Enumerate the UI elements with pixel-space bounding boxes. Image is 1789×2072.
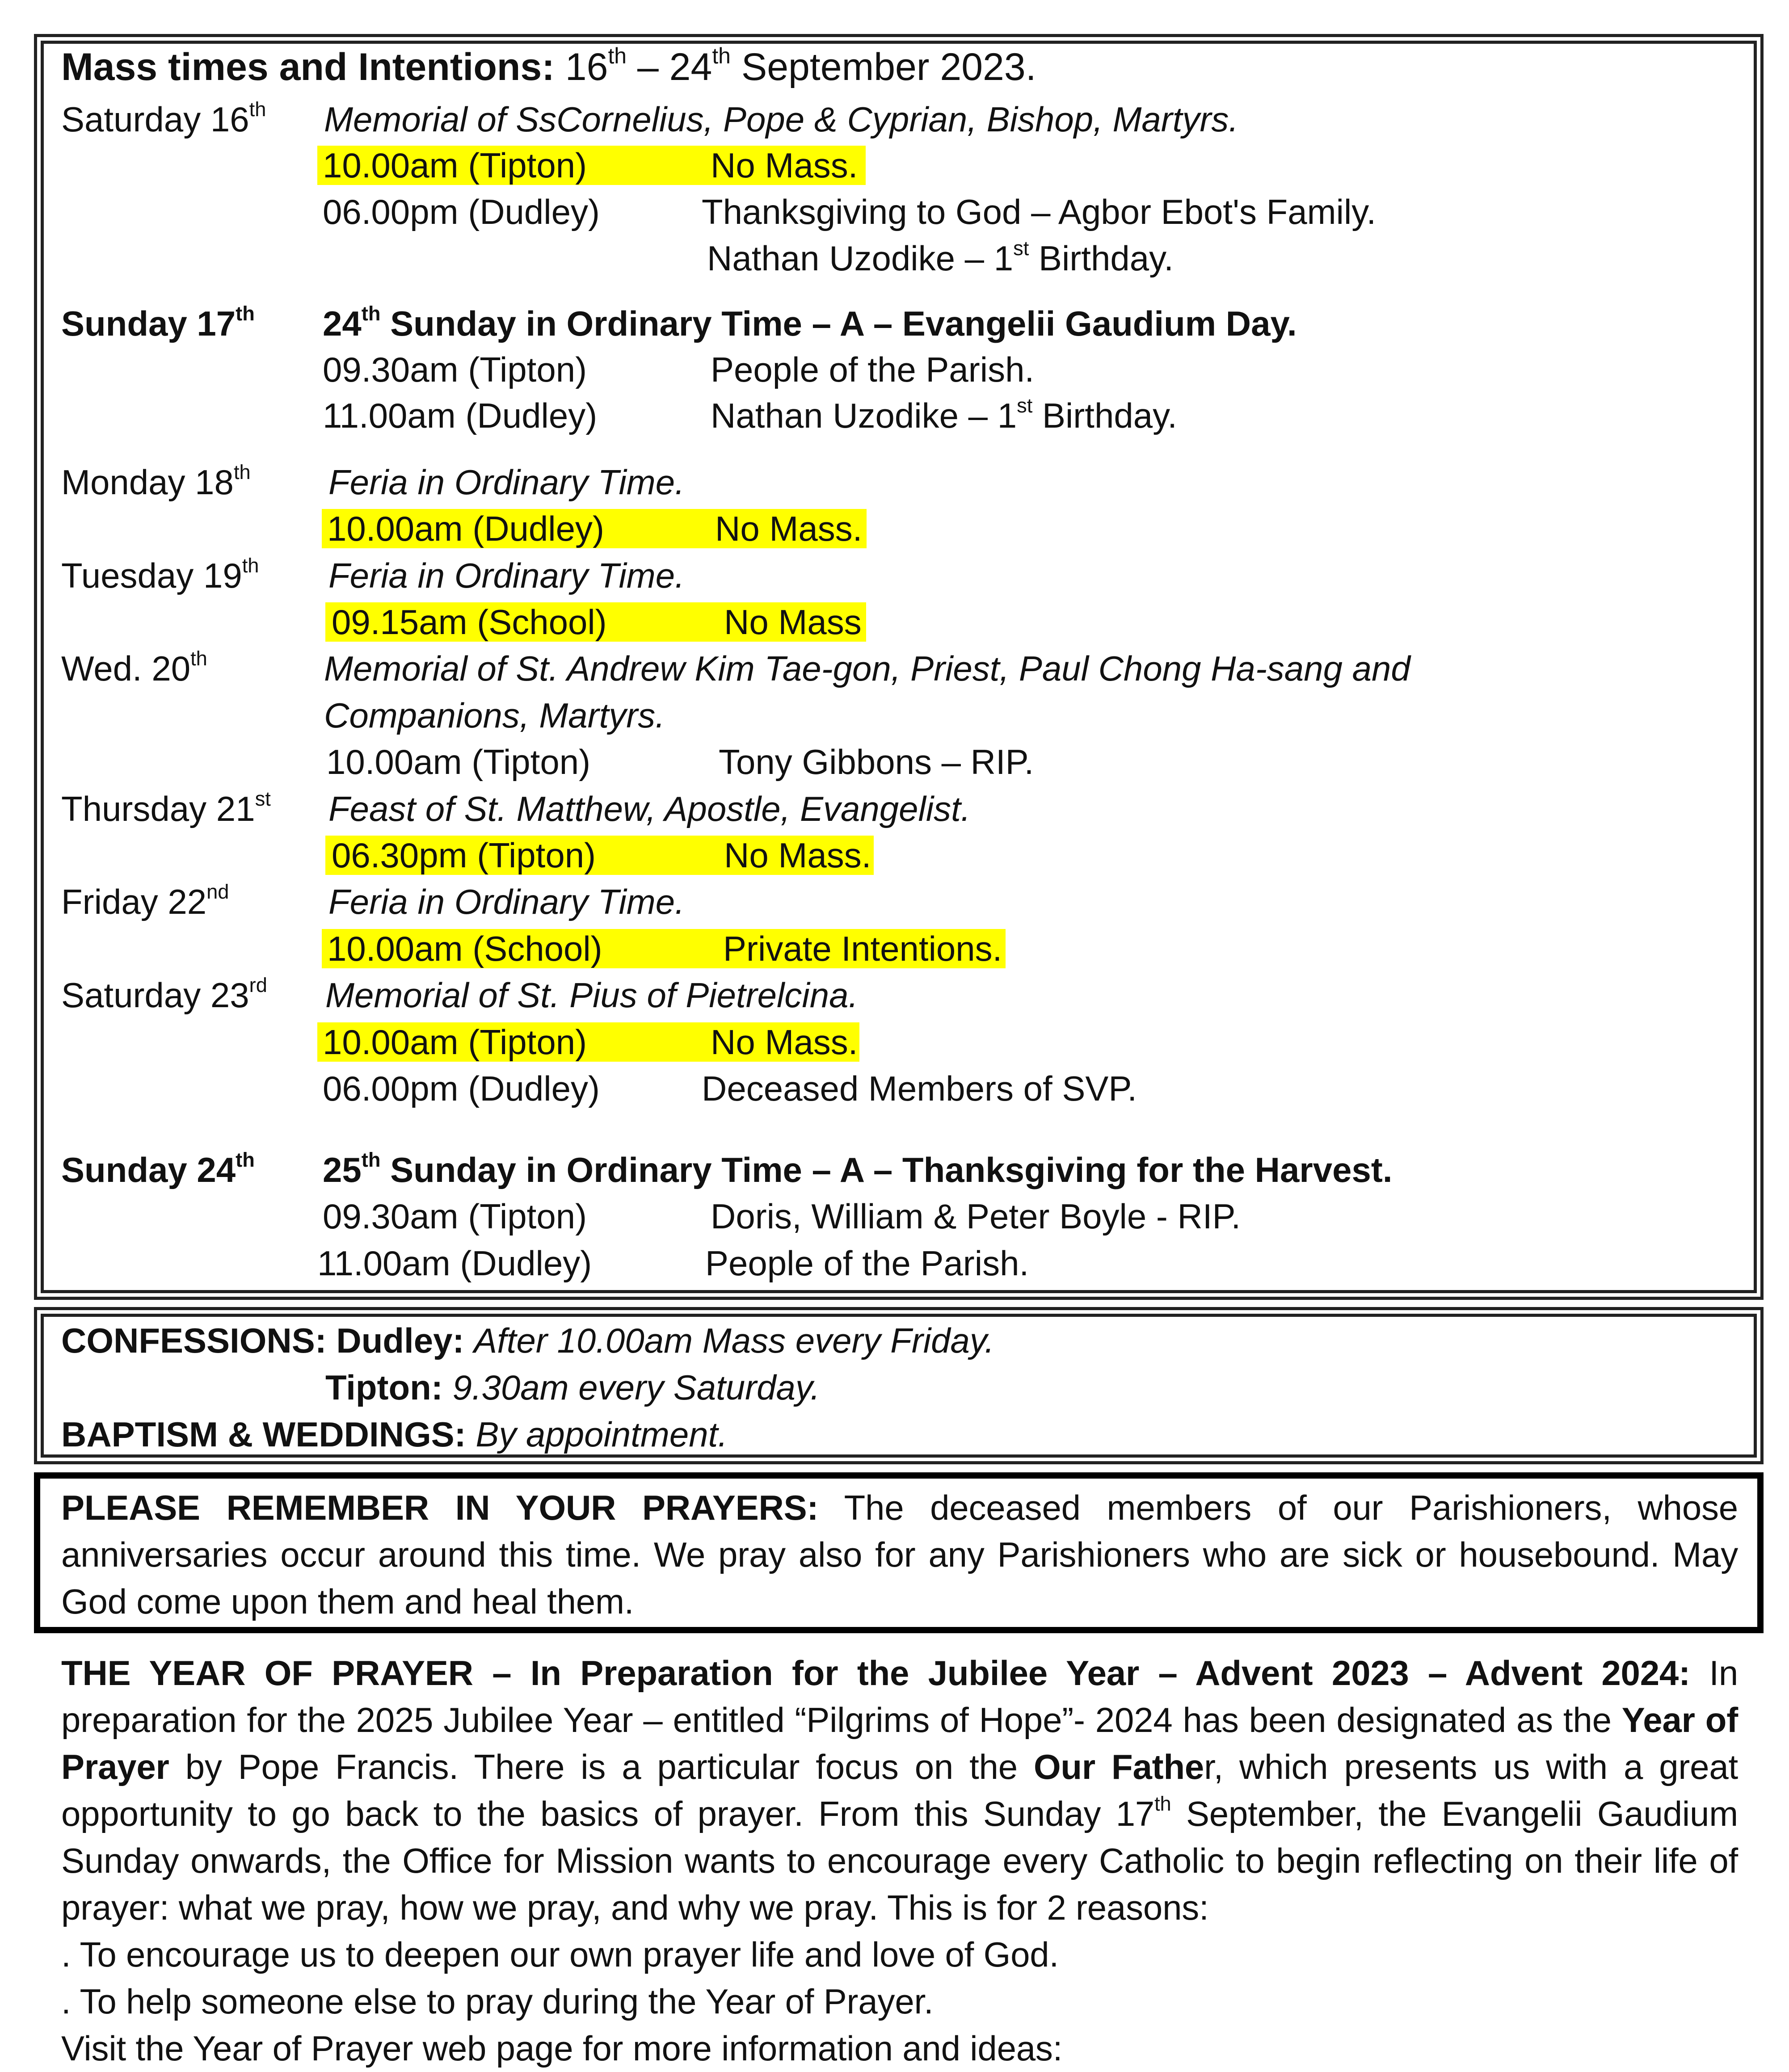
mass-time-row: 10.00am (Tipton) Tony Gibbons – RIP. — [326, 742, 1034, 782]
mass-time-row: 06.30pm (Tipton) No Mass. — [325, 832, 874, 879]
mass-time-row: 09.30am (Tipton) People of the Parish. — [323, 350, 1035, 389]
prayers-paragraph — [61, 1484, 1738, 1625]
title-sup-1: th — [608, 43, 627, 68]
day-label: Thursday 21st — [61, 787, 271, 828]
day-label: Monday 18th — [61, 461, 251, 502]
mass-time-row: 10.00am (Tipton) No Mass. — [317, 142, 866, 189]
mass-time-row: 10.00am (Tipton) No Mass. — [317, 1019, 859, 1066]
feast-label-cont: Companions, Martyrs. — [324, 696, 665, 735]
day-label: Saturday 16th — [61, 98, 266, 139]
title-sup-2: th — [712, 43, 731, 68]
title-date-1: 16 — [565, 46, 608, 88]
dudley-text: After 10.00am Mass every Friday. — [474, 1321, 994, 1360]
mass-time-row: 06.00pm (Dudley) Thanksgiving to God – Agbor Ebot's Family. — [323, 192, 1376, 231]
feast-label: Feria in Ordinary Time. — [328, 462, 685, 502]
baptism-label: BAPTISM & WEDDINGS: — [61, 1415, 466, 1454]
baptism-text: By appointment. — [476, 1415, 728, 1454]
mass-time-row: 09.30am (Tipton) Doris, William & Peter Boyle - RIP. — [323, 1197, 1241, 1236]
bullet-1: . To encourage us to deepen our own prayer life and love of God. — [61, 1935, 1059, 1974]
mass-time-row: 06.00pm (Dudley) Deceased Members of SVP. — [323, 1069, 1137, 1108]
year-of-prayer-heading: THE YEAR OF PRAYER – In Preparation for the Jubilee Year – Advent 2023 – Advent 2024: — [61, 1653, 1690, 1693]
mass-time-row: 10.00am (School) Private Intentions. — [322, 925, 1006, 972]
day-label: Sunday 17th — [61, 302, 255, 343]
title-month: September 2023. — [730, 46, 1036, 88]
prayers-label: PLEASE REMEMBER IN YOUR PRAYERS: — [61, 1488, 819, 1527]
day-label: Sunday 24th — [61, 1148, 255, 1189]
mass-title-label: Mass times and Intentions: — [61, 46, 555, 88]
day-label: Tuesday 19th — [61, 554, 259, 595]
confessions-dudley — [61, 1317, 994, 1364]
feast-label: Feria in Ordinary Time. — [328, 882, 685, 921]
feast-label: 24th Sunday in Ordinary Time – A – Evangelii Gaudium Day. — [323, 302, 1297, 343]
confessions-tipton — [325, 1364, 820, 1411]
feast-label: Memorial of St. Pius of Pietrelcina. — [325, 975, 859, 1015]
mass-time-row: 11.00am (Dudley) Nathan Uzodike – 1st Birthday. — [323, 394, 1177, 435]
day-label: Saturday 23rd — [61, 974, 267, 1015]
feast-label: 25th Sunday in Ordinary Time – A – Thanksgiving for the Harvest. — [323, 1148, 1393, 1189]
dudley-label: Dudley: — [336, 1321, 464, 1360]
mass-times-title — [61, 44, 1036, 91]
prayers-text: The deceased members of our Parishioners, whose anniversaries occur around this time. We pray also for any Parishioners who are sick or housebound. May God come upon them and heal them. — [61, 1488, 1738, 1621]
feast-label: Memorial of SsCornelius, Pope & Cyprian, Bishop, Martyrs. — [324, 100, 1239, 139]
mass-time-row: 10.00am (Dudley) No Mass. — [322, 505, 867, 552]
tipton-text: 9.30am every Saturday. — [452, 1368, 820, 1407]
feast-label: Feria in Ordinary Time. — [328, 556, 685, 595]
visit-line: Visit the Year of Prayer web page for more information and ideas: — [61, 2029, 1063, 2068]
baptism-weddings — [61, 1411, 728, 1458]
mass-intention: Nathan Uzodike – 1st Birthday. — [707, 237, 1174, 278]
title-date-2: – 24 — [627, 46, 712, 88]
bullet-2: . To help someone else to pray during the Year of Prayer. — [61, 1982, 934, 2021]
day-label: Wed. 20th — [61, 647, 207, 688]
feast-label: Memorial of St. Andrew Kim Tae-gon, Priest, Paul Chong Ha-sang and — [324, 649, 1410, 688]
mass-time-row: 11.00am (Dudley) People of the Parish. — [317, 1244, 1029, 1283]
tipton-label: Tipton: — [325, 1368, 443, 1407]
mass-time-row: 09.15am (School) No Mass — [325, 599, 866, 646]
year-of-prayer-section: THE YEAR OF PRAYER – In Preparation for the Jubilee Year – Advent 2023 – Advent 2024: In preparation for the 2025 Jubilee Year – entitled “Pilgrims of Hope”- 2024 has been designated as the Year of Prayer by Pope Francis. There is a particular focus on the Our Father, which presents us with a great opportunity to go back to the basics of prayer. From this Sunday 17th September, the Evangelii Gaudium Sunday onwards, the Office for Mission wants to encourage every Catholic to begin reflecting on their life of prayer: what we pray, how we pray, and why we pray. This is for 2 reasons: . To encourage us to deepen our own prayer life and love of God. . To help someone else to pray during the Year of Prayer. Visit the Year of Prayer web page for more information and ideas: — [61, 1650, 1738, 2072]
day-label: Friday 22nd — [61, 880, 229, 921]
confessions-label: CONFESSIONS: — [61, 1321, 327, 1360]
feast-label: Feast of St. Matthew, Apostle, Evangelist. — [328, 789, 971, 828]
